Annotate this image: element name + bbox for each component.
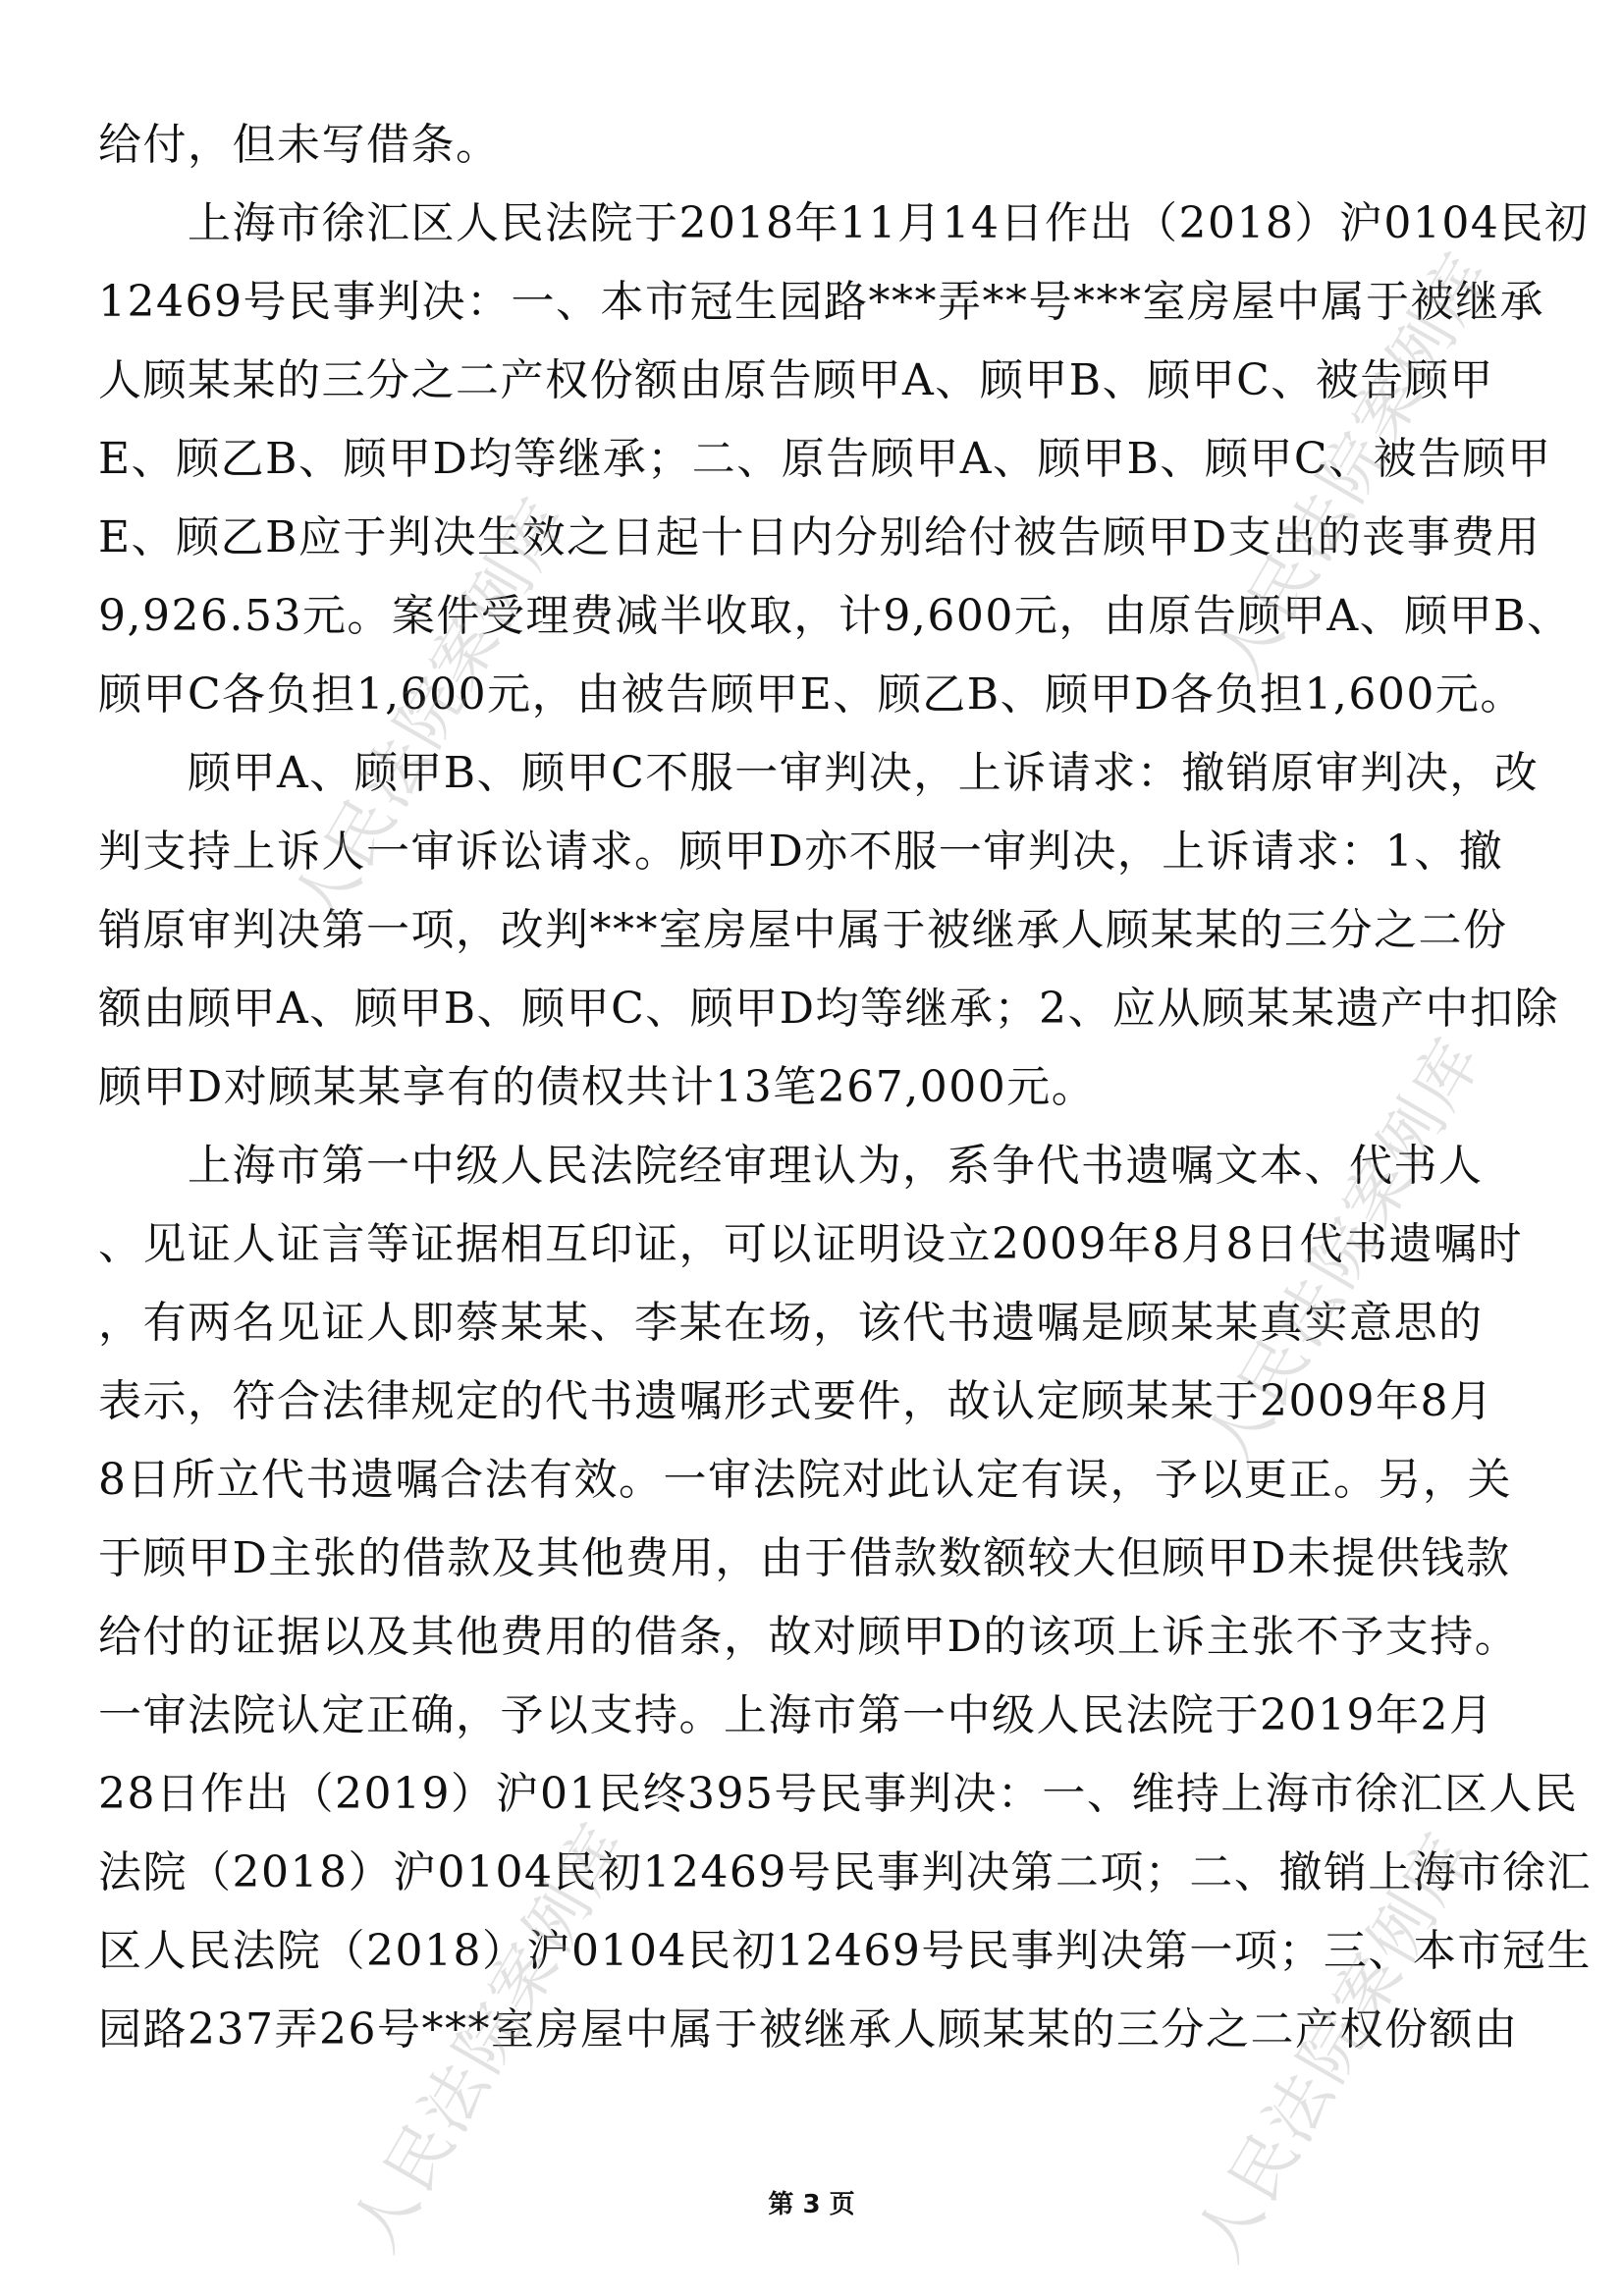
body-text <box>98 106 1592 2069</box>
text-line: 法院（2018）沪0104民初12469号民事判决第二项；二、撤销上海市徐汇 <box>98 1847 1592 1897</box>
watermark-bottom-right: 人民法院案例库 <box>1180 1819 1488 2273</box>
text-line: E、顾乙B、顾甲D均等继承；二、原告顾甲A、顾甲B、顾甲C、被告顾甲 <box>98 434 1552 484</box>
text-line: 给付，但未写借条。 <box>98 120 501 170</box>
text-line: 给付的证据以及其他费用的借条，故对顾甲D的该项上诉主张不予支持。 <box>98 1612 1520 1662</box>
page-number: 第 3 页 <box>768 2190 855 2219</box>
text-line: 12469号民事判决：一、本市冠生园路***弄**号***室房屋中属于被继承 <box>98 277 1544 327</box>
text-line: 8日所立代书遗嘱合法有效。一审法院对此认定有误，予以更正。另，关 <box>98 1455 1512 1505</box>
text-line: 于顾甲D主张的借款及其他费用，由于借款数额较大但顾甲D未提供钱款 <box>98 1533 1511 1583</box>
text-line: 顾甲C各负担1,600元，由被告顾甲E、顾乙B、顾甲D各负担1,600元。 <box>98 669 1525 720</box>
text-line: 区人民法院（2018）沪0104民初12469号民事判决第一项；三、本市冠生 <box>98 1926 1592 1976</box>
text-line: E、顾乙B应于判决生效之日起十日内分别给付被告顾甲D支出的丧事费用 <box>98 512 1542 562</box>
text-line: 、见证人证言等证据相互印证，可以证明设立2009年8月8日代书遗嘱时 <box>98 1219 1523 1269</box>
text-line: 销原审判决第一项，改判***室房屋中属于被继承人顾某某的三分之二份 <box>98 905 1508 955</box>
text-line: 一审法院认定正确，予以支持。上海市第一中级人民法院于2019年2月 <box>98 1690 1494 1740</box>
text-line: 表示，符合法律规定的代书遗嘱形式要件，故认定顾某某于2009年8月 <box>98 1376 1494 1426</box>
watermark-top-left: 人民法院案例库 <box>277 484 584 938</box>
text-line: 园路237弄26号***室房屋中属于被继承人顾某某的三分之二产权份额由 <box>98 2004 1519 2055</box>
watermark-top-right: 人民法院案例库 <box>1200 239 1507 693</box>
text-line: 上海市第一中级人民法院经审理认为，系争代书遗嘱文本、代书人 <box>98 1141 1484 1191</box>
text-line: 人顾某某的三分之二产权份额由原告顾甲A、顾甲B、顾甲C、被告顾甲 <box>98 355 1494 405</box>
watermark-bottom-left: 人民法院案例库 <box>336 1809 643 2264</box>
text-line: 顾甲A、顾甲B、顾甲C不服一审判决，上诉请求：撤销原审判决，改 <box>98 748 1540 798</box>
text-line: 上海市徐汇区人民法院于2018年11月14日作出（2018）沪0104民初 <box>98 198 1590 248</box>
text-line: 额由顾甲A、顾甲B、顾甲C、顾甲D均等继承；2、应从顾某某遗产中扣除 <box>98 984 1560 1034</box>
text-line: 判支持上诉人一审诉讼请求。顾甲D亦不服一审判决，上诉请求：1、撤 <box>98 827 1504 877</box>
text-line: 顾甲D对顾某某享有的债权共计13笔267,000元。 <box>98 1062 1097 1112</box>
text-line: 9,926.53元。案件受理费减半收取，计9,600元，由原告顾甲A、顾甲B、 <box>98 591 1572 641</box>
text-line: 28日作出（2019）沪01民终395号民事判决：一、维持上海市徐汇区人民 <box>98 1769 1579 1819</box>
text-line: ，有两名见证人即蔡某某、李某在场，该代书遗嘱是顾某某真实意思的 <box>98 1298 1484 1348</box>
watermark-middle-right: 人民法院案例库 <box>1190 1024 1497 1478</box>
